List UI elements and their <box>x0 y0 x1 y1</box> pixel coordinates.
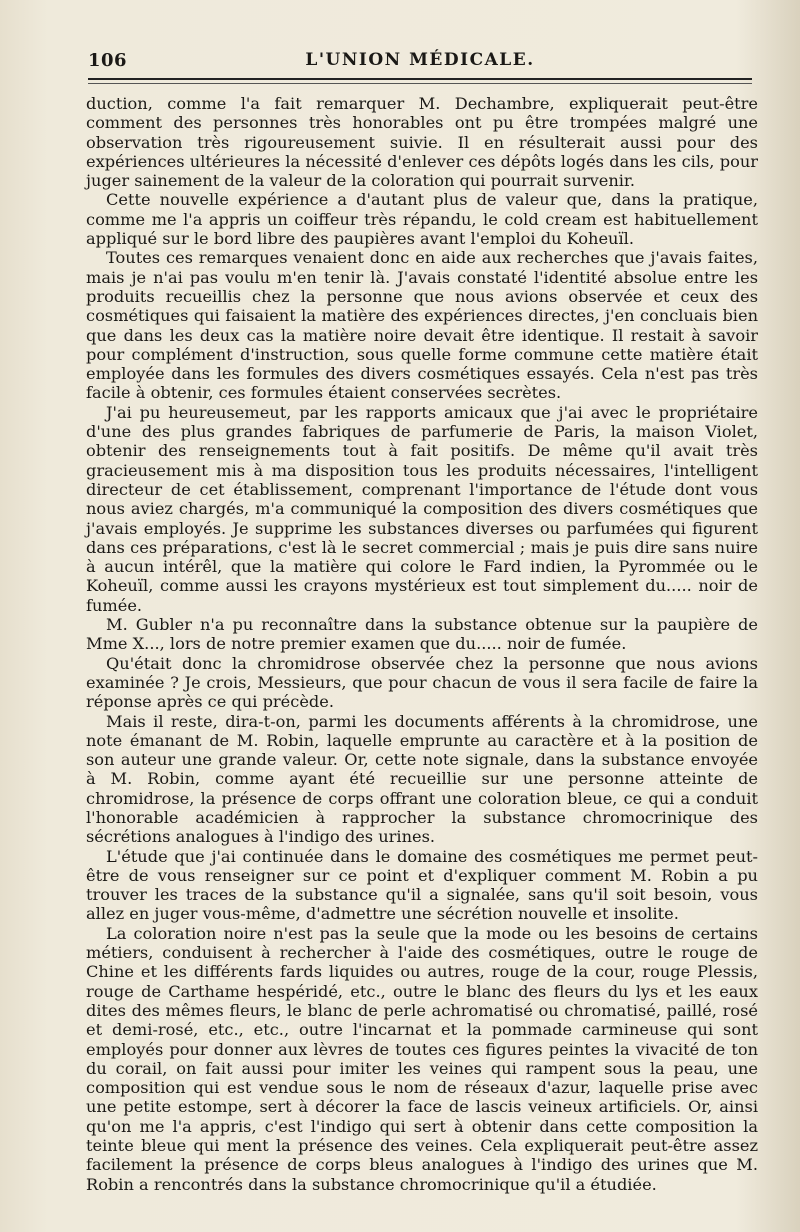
paragraph-4: J'ai pu heureusemeut, par les rapports amicaux que j'ai avec le propriétaire d'une des plus grandes fabriques de parfumerie de Paris, la maison Violet, obtenir des renseignements tout à fait positifs. De même qu'il avait très gracieusement mis à ma disposition tous les produits nécessaires, l'intelligent directeur de cet établissement, comprenant l'importance de l'étude dont vous nous aviez chargés, m'a communiqué la composition des divers cosmétiques que j'avais employés. Je supprime les substances diverses ou parfumées qui figurent dans ces préparations, c'est là le secret commercial ; mais je puis dire sans nuire à aucun intérêl, que la matière qui colore le Fard indien, la Pyrommée ou le Koheuïl, comme aussi les crayons mystérieux est tout simplement du..... noir de fumée. <box>86 402 758 615</box>
paragraph-9: La coloration noire n'est pas la seule que la mode ou les besoins de certains métiers, conduisent à rechercher à l'aide des cosmétiques, outre le rouge de Chine et les différents fards liquides ou autres, rouge de la cour, rouge Plessis, rouge de Carthame hespéridé, etc., outre le blanc des fleurs du lys et les eaux dites des mêmes fleurs, le blanc de perle achromatisé ou chromatisé, paillé, rosé et demi-rosé, etc., etc., outre l'incarnat et la pommade carmineuse qui sont employés pour donner aux lèvres de toutes ces figures peintes la vivacité de ton du corail, on fait aussi pour imiter les veines qui rampent sous la peau, une composition qui est vendue sous le nom de réseaux d'azur, laquelle prise avec une petite estompe, sert à décorer la face de lascis veineux artificiels. Or, ainsi qu'on me l'a appris, c'est l'indigo qui sert à obtenir dans cette composition la teinte bleue qui ment la présence des veines. Cela expliquerait peut-être assez facilement la présence de corps bleus analogues à l'indigo des urines que M. Robin a rencontrés dans la substance chromocrinique qu'il a étudiée. <box>86 923 758 1194</box>
header-rule <box>88 78 752 80</box>
header-rule-thin <box>88 83 752 84</box>
paragraph-1: duction, comme l'a fait remarquer M. Dechambre, expliquerait peut-être comment des personnes très honorables ont pu être trompées malgré une observation très rigoureusement suivie. Il en résulterait aussi pour des expériences ultérieures la nécessité d'enlever ces dépôts logés dans les cils, pour juger sainement de la valeur de la coloration qui pourrait survenir. <box>86 94 758 191</box>
paragraph-6: Qu'était donc la chromidrose observée chez la personne que nous avions examinée ? Je crois, Messieurs, que pour chacun de vous il sera facile de faire la réponse après ce qui précède. <box>86 653 758 712</box>
paragraph-3: Toutes ces remarques venaient donc en aide aux recherches que j'avais faites, mais je n'ai pas voulu m'en tenir là. J'avais constaté l'identité absolue entre les produits recueillis chez la personne que nous avions observée et ceux des cosmétiques qui faisaient la matière des expériences directes, j'en concluais bien que dans les deux cas la matière noire devait être identique. Il restait à savoir pour complément d'instruction, sous quelle forme commune cette matière était employée dans les formules des divers cosmétiques essayés. Cela n'est pas très facile à obtenir, ces formules étaient conservées secrètes. <box>86 248 758 403</box>
paragraph-5: M. Gubler n'a pu reconnaître dans la substance obtenue sur la paupière de Mme X..., lors de notre premier examen que du..... noir de fumée. <box>86 615 758 654</box>
paragraph-8: L'étude que j'ai continuée dans le domaine des cosmétiques me permet peut-être de vous renseigner sur ce point et d'expliquer comment M. Robin a pu trouver les traces de la substance qu'il a signalée, sans qu'il soit besoin, vous allez en juger vous-même, d'admettre une sécrétion nouvelle et insolite. <box>86 846 758 924</box>
paragraph-2: Cette nouvelle expérience a d'autant plus de valeur que, dans la pratique, comme me l'a appris un coiffeur très répandu, le cold cream est habituellement appliqué sur le bord libre des paupières avant l'emploi du Koheuïl. <box>86 190 758 249</box>
article-body <box>86 94 758 1194</box>
paragraph-7: Mais il reste, dira-t-on, parmi les documents afférents à la chromidrose, une note émanant de M. Robin, laquelle emprunte au caractère et à la position de son auteur une grande valeur. Or, cette note signale, dans la substance envoyée à M. Robin, comme ayant été recueillie sur une personne atteinte de chromidrose, la présence de corps offrant une coloration bleue, ce qui a conduit l'honorable académicien à rapprocher la substance chromocrinique des sécrétions analogues à l'indigo des urines. <box>86 711 758 847</box>
running-header <box>88 46 752 74</box>
running-title: L'UNION MÉDICALE. <box>305 50 535 70</box>
page-number: 106 <box>88 50 128 71</box>
